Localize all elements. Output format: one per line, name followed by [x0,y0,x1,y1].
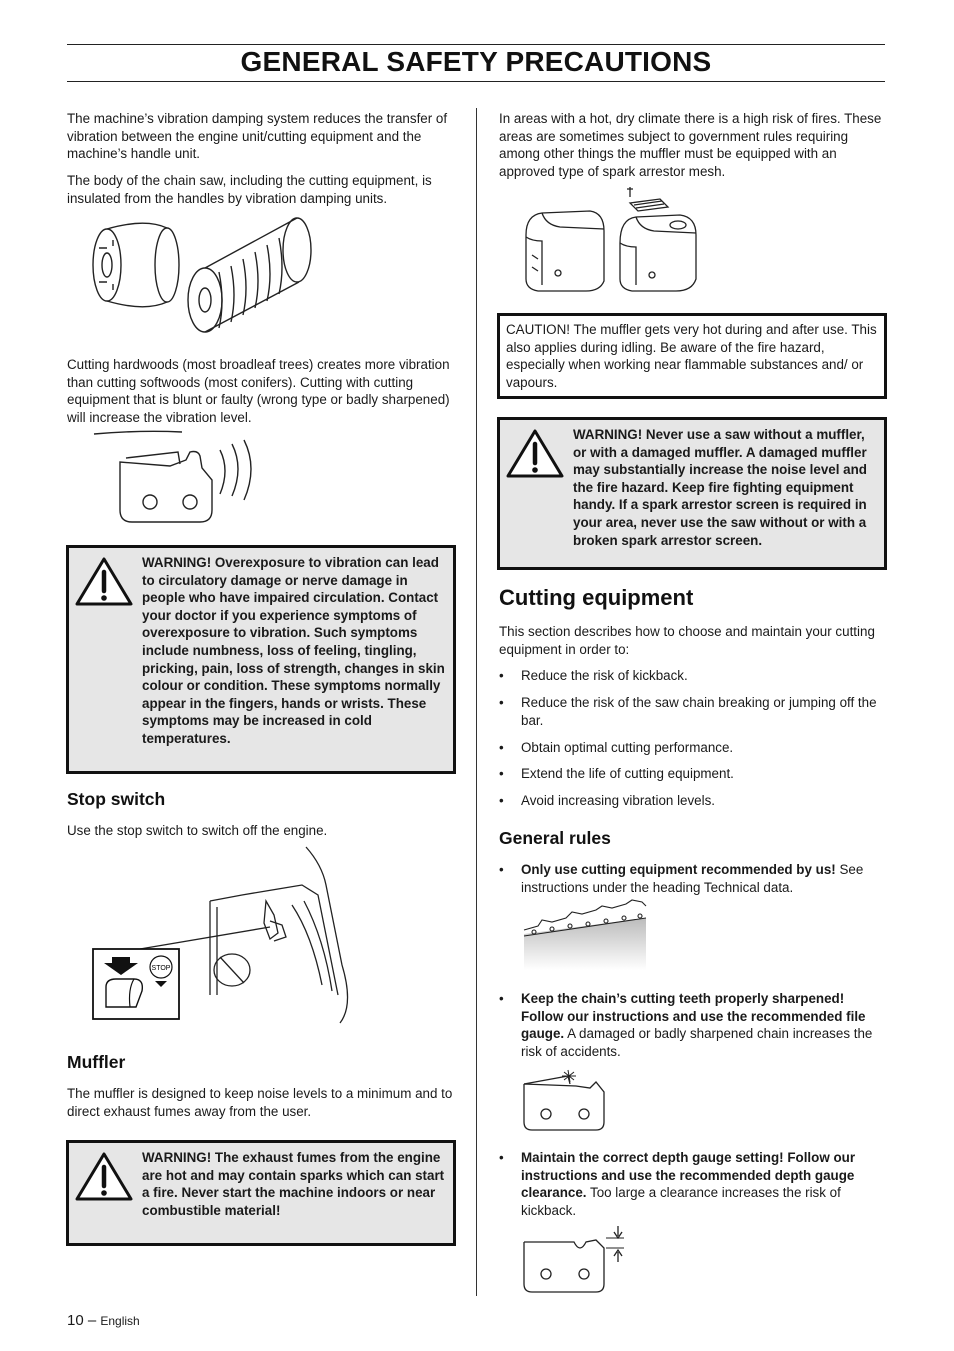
cutting-equipment-heading: Cutting equipment [499,585,694,610]
stop-switch-illustration [92,845,362,1025]
caution-box [497,313,887,399]
caution-text: CAUTION! The muffler gets very hot during and after use. This also applies during idling. Be aware of the fire hazard, especially when working near flammable substances and/ or vapours. [506,322,877,390]
general-rules-heading: General rules [499,828,611,848]
page-footer [67,1312,140,1329]
rule-item: • Only use cutting equipment recommended by us! See instructions under the heading Technical data. [499,862,864,895]
list-item: • Reduce the risk of kickback. [499,668,688,683]
header-rule-top [67,44,885,45]
column-divider [476,108,477,1296]
muffler-paragraph: The muffler is designed to keep noise levels to a minimum and to direct exhaust fumes away from the user. [67,1086,453,1119]
muffler-warning-text: WARNING! Never use a saw without a muffler, or with a damaged muffler. A damaged muffler may substantially increase the noise level and the fire hazard. Keep fire fighting equipment handy. If a spark arrestor screen is required in your area, never use the saw without or with a broken spark arrestor screen. [573,427,867,548]
list-item: • Obtain optimal cutting performance. [499,740,734,755]
rule-item: • Maintain the correct depth gauge setting! Follow our instructions and use the recommended depth gauge clearance. Too large a clearance increases the risk of kickback. [499,1150,856,1218]
cutting-intro-paragraph: This section describes how to choose and maintain your cutting equipment in order to: [499,624,875,657]
saw-chain-illustration [522,900,650,970]
list-item: • Avoid increasing vibration levels. [499,793,716,808]
depth-gauge-illustration [520,1222,630,1296]
vibration-damping-paragraph: The machine’s vibration damping system reduces the transfer of vibration between the engine unit/cutting equipment and the machine’s handle unit. [67,111,448,161]
list-item: • Extend the life of cutting equipment. [499,766,734,781]
vibration-warning-text: WARNING! Overexposure to vibration can lead to circulatory damage or nerve damage in people who have impaired circulation. Contact your doctor if you experience symptoms of overexposure to vibration. Such symptoms include numbness, loss of feeling, tingling, pricking, pain, loss of strength, changes in skin colour or condition. These symptoms normally appear in the fingers, hands or wrists. These symptoms may be increased in cold temperatures. [142,555,445,746]
header-rule-bottom [67,81,885,82]
warning-triangle-icon [75,1151,133,1201]
muffler-illustration [520,185,705,295]
vibration-damper-illustration [85,210,325,340]
warning-triangle-icon [506,428,564,478]
hardwood-vibration-paragraph: Cutting hardwoods (most broadleaf trees) creates more vibration than cutting softwoods (most conifers). Cutting with cutting equipment that is blunt or faulty (wrong type or badly sharpened) will increase the vibration level. [67,357,450,425]
stop-label: STOP [151,965,171,972]
warning-triangle-icon [75,556,133,606]
list-item: • Reduce the risk of the saw chain breaking or jumping off the bar. [499,695,877,728]
vibrating-chain-tooth-illustration [90,430,260,530]
insulation-paragraph: The body of the chain saw, including the cutting equipment, is insulated from the handles by vibration damping units. [67,173,432,206]
footer-language: English [100,1314,140,1328]
exhaust-warning-text: WARNING! The exhaust fumes from the engine are hot and may contain sparks which can start a fire. Never start the machine indoors or near combustible material! [142,1150,445,1218]
rule-item: • Keep the chain’s cutting teeth properly sharpened! Follow our instructions and use the recommended file gauge. A damaged or badly sharpened chain increases the risk of accidents. [499,991,873,1059]
page-number: 10 – [67,1312,97,1329]
muffler-warning-box [497,417,887,570]
fire-risk-paragraph: In areas with a hot, dry climate there is a high risk of fires. These areas are sometimes subject to government rules requiring among other things the muffler must be equipped with an approved type of spark arrestor mesh. [499,111,882,179]
sharp-tooth-illustration [520,1064,610,1134]
stop-switch-heading: Stop switch [67,789,166,809]
vibration-warning-box [66,545,456,774]
page-title: GENERAL SAFETY PRECAUTIONS [240,46,712,77]
exhaust-warning-box [66,1140,456,1246]
muffler-heading: Muffler [67,1052,126,1072]
stop-switch-paragraph: Use the stop switch to switch off the engine. [67,823,328,838]
